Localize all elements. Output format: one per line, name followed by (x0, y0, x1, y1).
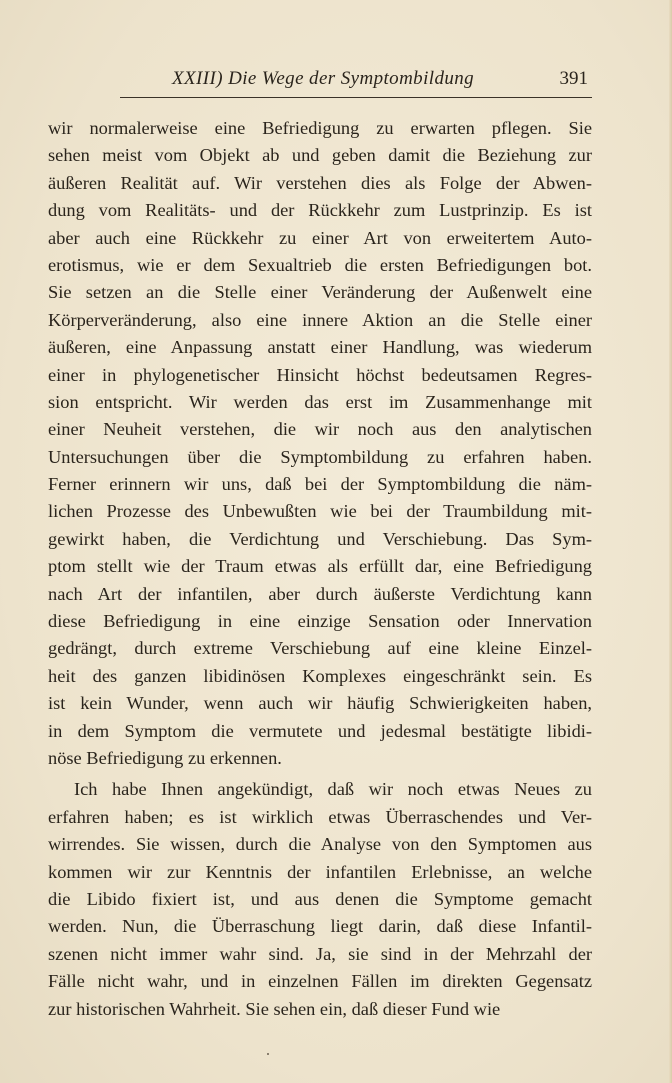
text-line: gewirkt haben, die Verdichtung und Verschiebung. Das Sym- (48, 528, 592, 549)
paragraph (48, 776, 592, 1023)
text-line: erotismus, wie er dem Sexualtrieb die ersten Befriedigungen bot. (48, 254, 592, 275)
text-line: diese Befriedigung in eine einzige Sensation oder Innervation (48, 611, 592, 632)
text-line: sehen meist vom Objekt ab und geben damit die Beziehung zur (48, 145, 592, 166)
paper-speck (267, 1053, 269, 1055)
paragraph (48, 115, 592, 772)
text-line: Fälle nicht wahr, und in einzelnen Fällen im direkten Gegensatz (48, 971, 592, 992)
text-line: zur historischen Wahrheit. Sie sehen ein, daß dieser Fund wie (48, 998, 501, 1019)
page-number: 391 (559, 68, 588, 89)
text-line: szenen nicht immer wahr sind. Ja, sie sind in der Mehrzahl der (48, 943, 592, 964)
text-line: sion entspricht. Wir werden das erst im Zusammenhange mit (48, 391, 592, 412)
text-line: einer in phylogenetischer Hinsicht höchst bedeutsamen Regres- (48, 364, 592, 385)
header-rule (120, 97, 592, 98)
text-line: ist kein Wunder, wenn auch wir häufig Schwierigkeiten haben, (48, 693, 592, 714)
text-line: Ich habe Ihnen angekündigt, daß wir noch etwas Neues zu (74, 779, 592, 800)
text-line: Sie setzen an die Stelle einer Veränderung der Außenwelt eine (48, 282, 592, 303)
text-line: nach Art der infantilen, aber durch äußerste Verdichtung kann (48, 583, 592, 604)
page-header (48, 64, 592, 94)
text-line: einer Neuheit verstehen, die wir noch aus den analytischen (48, 419, 592, 440)
text-line: heit des ganzen libidinösen Komplexes eingeschränkt sein. Es (48, 665, 592, 686)
text-line: ptom stellt wie der Traum etwas als erfüllt dar, eine Befriedigung (48, 556, 592, 577)
text-line: in dem Symptom die vermutete und jedesmal bestätigte libidi- (48, 720, 592, 741)
text-line: Untersuchungen über die Symptombildung zu erfahren haben. (48, 446, 592, 467)
text-line: nöse Befriedigung zu erkennen. (48, 747, 282, 768)
text-line: aber auch eine Rückkehr zu einer Art von erweitertem Auto- (48, 227, 592, 248)
text-line: erfahren haben; es ist wirklich etwas Überraschendes und Ver- (48, 806, 592, 827)
text-line: gedrängt, durch extreme Verschiebung auf eine kleine Einzel- (48, 638, 592, 659)
text-line: lichen Prozesse des Unbewußten wie bei der Traumbildung mit- (48, 501, 592, 522)
text-line: die Libido fixiert ist, und aus denen die Symptome gemacht (48, 888, 592, 909)
text-line: wirrendes. Sie wissen, durch die Analyse von den Symptomen aus (48, 834, 592, 855)
running-head: XXIII) Die Wege der Symptombildung (172, 68, 475, 89)
text-line: dung vom Realitäts- und der Rückkehr zum Lustprinzip. Es ist (48, 200, 592, 221)
text-line: äußeren, eine Anpassung anstatt einer Handlung, was wiederum (48, 337, 592, 358)
body-text (48, 115, 592, 1023)
text-line: kommen wir zur Kenntnis der infantilen Erlebnisse, an welche (48, 861, 592, 882)
text-line: wir normalerweise eine Befriedigung zu erwarten pflegen. Sie (48, 118, 592, 138)
text-line: Körperveränderung, also eine innere Aktion an die Stelle einer (48, 309, 592, 330)
text-line: Ferner erinnern wir uns, daß bei der Symptombildung die näm- (48, 474, 592, 495)
text-line: äußeren Realität auf. Wir verstehen dies als Folge der Abwen- (48, 172, 592, 193)
text-line: werden. Nun, die Überraschung liegt darin, daß diese Infantil- (48, 916, 592, 937)
